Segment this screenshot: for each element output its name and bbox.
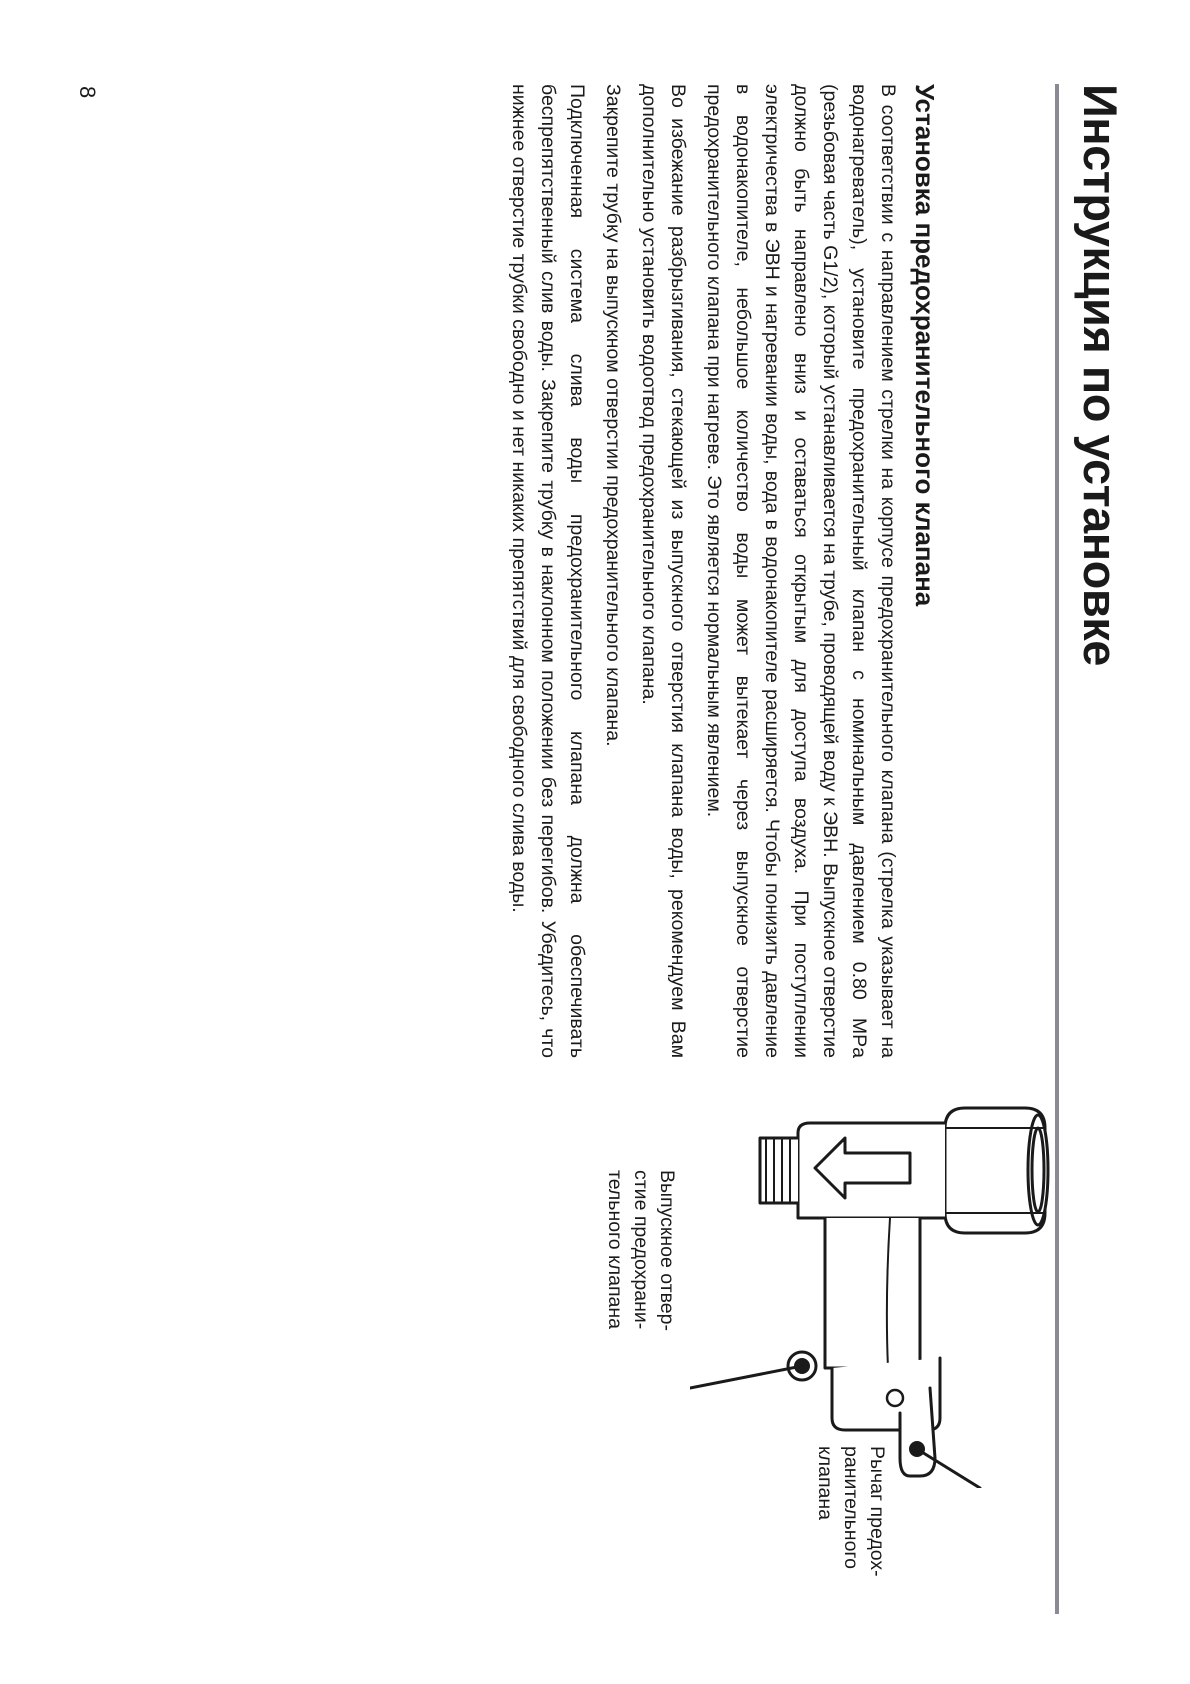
paragraph: Закрепите трубку на выпускном отверстии предохранительного клапана. — [602, 84, 624, 747]
page-title: Инструкция по установке — [1074, 84, 1127, 666]
section-heading: Установка предохранительного клапана — [910, 84, 940, 607]
safety-valve-illustration — [690, 1068, 1060, 1488]
lever-label: Рычаг предох- ранительного клапана — [814, 1446, 888, 1577]
page-number: 8 — [75, 86, 100, 99]
paragraph: Во избежание разбрызгивания, стекающей из выпускного отверстия клапана воды, рекомендуем Вам дополнительно установить водоотвод предохранительного клапана. — [638, 84, 689, 1058]
section-body — [497, 84, 902, 1058]
paragraph: Подключенная система слива воды предохранительного клапана должна обеспечивать беспрепятственный слив воды. Закрепите трубку в наклонном положении без перегибов. Убедитесь, что нижнее отверстие трубки свободно и нет никаких препятствий для свободного слива воды. — [508, 84, 588, 1058]
paragraph: В соответствии с направлением стрелки на корпусе предохранительного клапана (стрелка указывает на водонагреватель), установите предохранительный клапан с номинальным давлением 0.80 MPa (резьбовая часть G1/2), который устанавливается на трубе, проводящей воду к ЭВН. Выпускное отверстие должно быть направлено вниз и оставаться открытым для доступа воздуха. При поступлении электричества в ЭВН и нагревании воды, вода в водонакопителе расширяется. Чтобы понизить давление в водонакопителе, небольшое количество воды может вытекает через выпускное отверстие предохранительного клапана при нагреве. Это является нормальным явлением. — [703, 84, 899, 1058]
outlet-label: Выпускное отвер- стие предохрани- тельного клапана — [604, 1170, 678, 1331]
